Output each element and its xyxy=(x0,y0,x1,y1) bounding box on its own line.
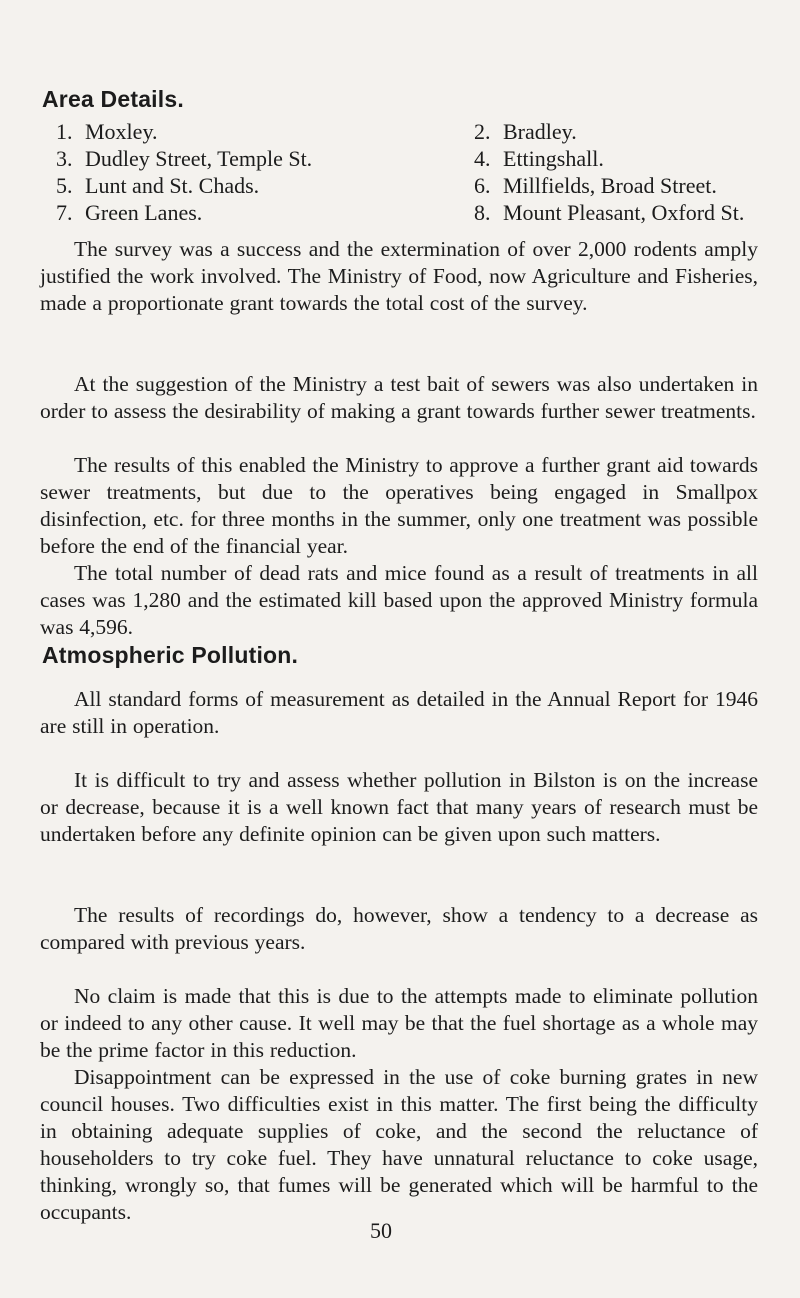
page-number: 50 xyxy=(370,1218,392,1243)
area-details-heading: Area Details. xyxy=(42,86,184,112)
measurement-paragraph: All standard forms of measurement as detailed in the Annual Report for 1946 are still in operation. xyxy=(40,687,758,738)
test-bait-paragraph: At the suggestion of the Ministry a test bait of sewers was also undertaken in order to assess the desirability of making a grant towards further sewer treatments. xyxy=(40,372,758,423)
area-number: 8. xyxy=(474,200,491,225)
area-name: Millfields, Broad Street. xyxy=(503,173,717,198)
area-row xyxy=(56,199,766,226)
sewer-treatment-paragraph: The results of this enabled the Ministry to approve a further grant aid towards sewer treatments, but due to the operatives being engaged in Smallpox disinfection, etc. for three months in the summer, only one treatment was possible before the end of the financial year. xyxy=(40,453,758,558)
area-number: 6. xyxy=(474,173,491,198)
no-claim-paragraph: No claim is made that this is due to the attempts made to eliminate pollution or indeed to any other cause. It well may be that the fuel shortage as a whole may be the prime factor in this reduction. xyxy=(40,984,758,1062)
area-item xyxy=(56,199,202,226)
area-number: 7. xyxy=(56,200,73,225)
area-name: Lunt and St. Chads. xyxy=(85,173,260,198)
recordings-paragraph: The results of recordings do, however, show a tendency to a decrease as compared with previous years. xyxy=(40,903,758,954)
atmospheric-pollution-heading: Atmospheric Pollution. xyxy=(42,642,299,668)
area-item xyxy=(474,199,744,226)
survey-success-paragraph: The survey was a success and the extermination of over 2,000 rodents amply justified the work involved. The Ministry of Food, now Agriculture and Fisheries, made a proportionate grant towards the total cost of the survey. xyxy=(40,237,758,315)
area-item xyxy=(474,145,604,172)
coke-grates-paragraph: Disappointment can be expressed in the use of coke burning grates in new council houses. Two difficulties exist in this matter. The first being the difficulty in obtaining adequate supplies of coke, and the second the reluctance of householders to try coke fuel. They have unnatural reluctance to coke usage, thinking, wrongly so, that fumes will be generated which will be harmful to the occupants. xyxy=(40,1065,758,1224)
area-item xyxy=(56,118,158,145)
area-name: Ettingshall. xyxy=(503,146,604,171)
area-row xyxy=(56,145,766,172)
area-number: 2. xyxy=(474,119,491,144)
assessment-paragraph: It is difficult to try and assess whether pollution in Bilston is on the increase or decrease, because it is a well known fact that many years of research must be undertaken before any definite opinion can be given upon such matters. xyxy=(40,768,758,846)
area-number: 5. xyxy=(56,173,73,198)
dead-rats-paragraph: The total number of dead rats and mice found as a result of treatments in all cases was 1,280 and the estimated kill based upon the approved Ministry formula was 4,596. xyxy=(40,561,758,639)
area-number: 4. xyxy=(474,146,491,171)
area-row xyxy=(56,118,766,145)
area-row xyxy=(56,172,766,199)
area-item xyxy=(474,172,717,199)
area-item xyxy=(56,145,312,172)
area-name: Dudley Street, Temple St. xyxy=(85,146,313,171)
area-name: Bradley. xyxy=(503,119,577,144)
area-name: Moxley. xyxy=(85,119,158,144)
area-name: Mount Pleasant, Oxford St. xyxy=(503,200,745,225)
area-number: 3. xyxy=(56,146,73,171)
area-list xyxy=(56,118,766,226)
area-number: 1. xyxy=(56,119,73,144)
area-name: Green Lanes. xyxy=(85,200,203,225)
area-item xyxy=(474,118,577,145)
area-item xyxy=(56,172,259,199)
